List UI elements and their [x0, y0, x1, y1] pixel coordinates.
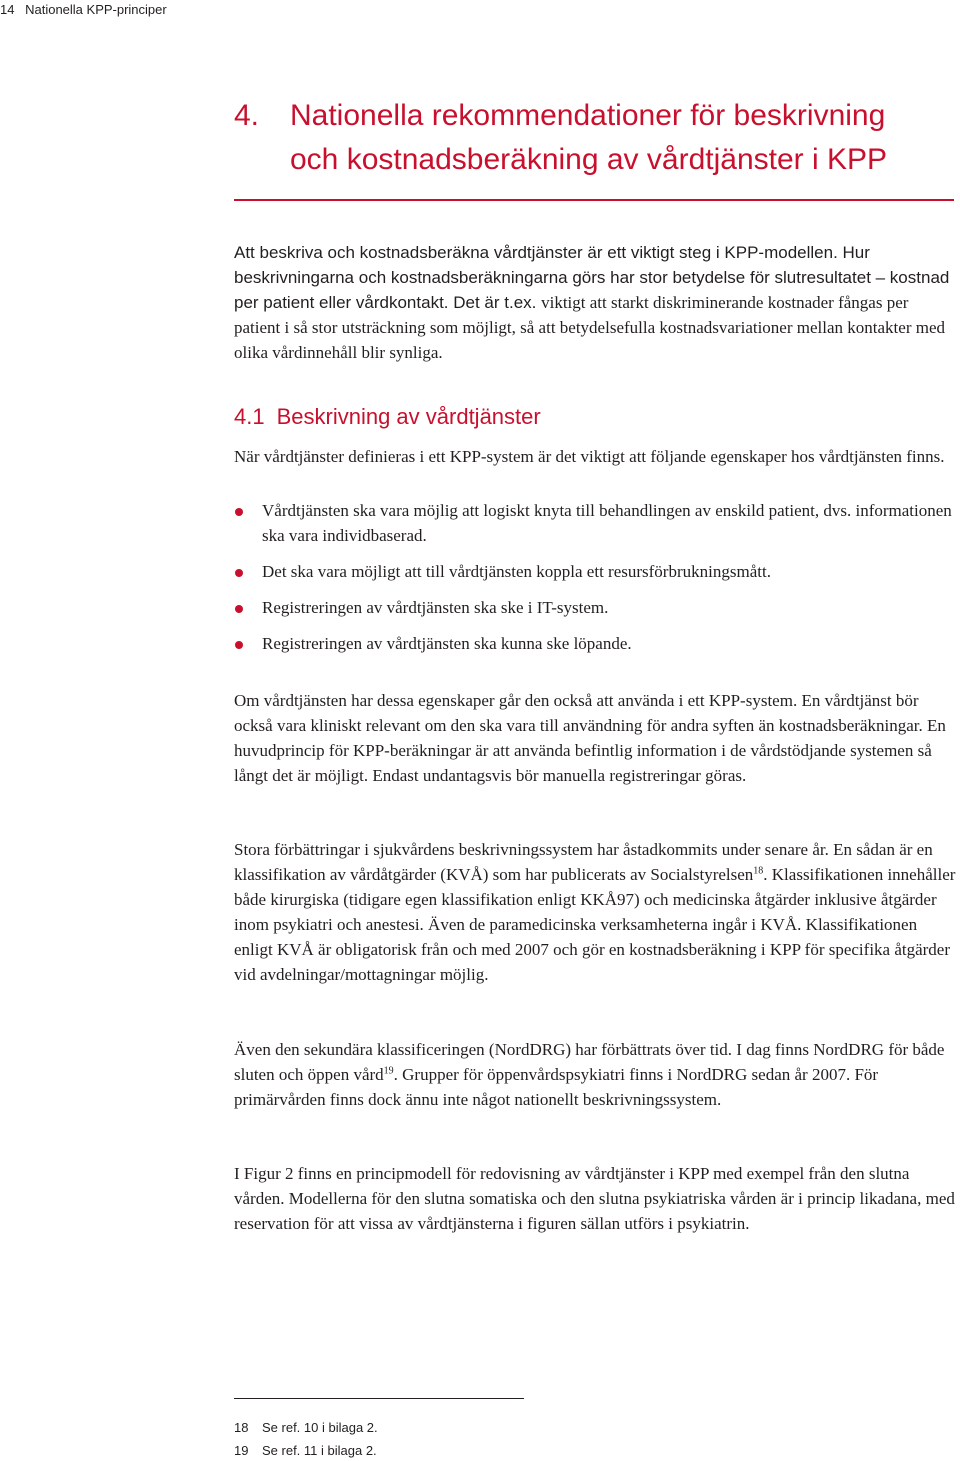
list-item [234, 559, 956, 584]
running-title: Nationella KPP-principer [25, 2, 167, 17]
footnote-19 [234, 1443, 377, 1458]
bullet-icon [235, 569, 243, 577]
paragraph-2-text-b: . Klassifikationen innehåller både kirurgiska (tidigare egen klassifikation enligt KKÅ97) och medicinska åtgärder inklusive åtgärder inom psykiatri och anestesi. Även de paramedicinska verksamheterna ingår i KVÅ. Klassifikationen enligt KVÅ är obligatorisk från och med 2007 och gör en kostnadsberäkning i KPP för specifika åtgärder vid avdelningar/mottagningar möjlig. [234, 865, 956, 984]
chapter-title-line2: och kostnadsberäkning av vårdtjänster i KPP [290, 143, 887, 176]
footnote-ref-18[interactable]: 18 [753, 865, 764, 877]
list-item [234, 631, 956, 656]
list-item-text: Det ska vara möjligt att till vårdtjänsten koppla ett resursförbrukningsmått. [262, 562, 771, 581]
paragraph-3 [234, 1037, 956, 1112]
chapter-divider [234, 199, 954, 201]
intro-text-sans: Att beskriva och kostnadsberäkna vårdtjänster är ett viktigt steg i KPP-modellen. Hur beskrivningarna och kostnadsberäkningarna görs har stor betydelse för slutresultatet – kostnad per patient eller vårdkontakt. Det är t.ex. [234, 243, 950, 312]
bullet-icon [235, 641, 243, 649]
running-header [0, 2, 167, 17]
page-number: 14 [0, 2, 15, 17]
paragraph-3-text-a: Även den sekundära klassificeringen (NordDRG) har förbättrats över tid. I dag finns NordDRG för både sluten och öppen vård [234, 1040, 945, 1084]
paragraph-4: I Figur 2 finns en principmodell för redovisning av vårdtjänster i KPP med exempel från den slutna vården. Modellerna för den slutna somatiska och den slutna psykiatriska vården är i princip likadana, med reservation för att vissa av vårdtjänsterna i figuren sällan utförs i psykiatrin. [234, 1164, 955, 1233]
section-heading [234, 402, 541, 432]
footnote-number: 18 [234, 1420, 249, 1435]
chapter-number: 4. [234, 99, 260, 132]
bullet-icon [235, 605, 243, 613]
requirements-list [234, 498, 956, 667]
footnote-18 [234, 1420, 378, 1435]
footnote-number: 19 [234, 1443, 249, 1458]
section-number: 4.1 [234, 404, 265, 429]
paragraph-3-text-b: . Grupper för öppenvårdspsykiatri finns i NordDRG sedan år 2007. För primärvården finns dock ännu inte något nationellt beskrivningssystem. [234, 1065, 879, 1109]
section-lead: När vårdtjänster definieras i ett KPP-system är det viktigt att följande egenskaper hos vårdtjänsten finns. [234, 447, 945, 466]
list-item [234, 595, 956, 620]
list-item-text: Registreringen av vårdtjänsten ska kunna ske löpande. [262, 634, 632, 653]
footnote-text: Se ref. 11 i bilaga 2. [262, 1443, 377, 1458]
intro-paragraph-sans [234, 240, 954, 365]
paragraph-2-text-a: Stora förbättringar i sjukvårdens beskrivningssystem har åstadkommits under senare år. En sådan är en klassifikation av vårdåtgärder (KVÅ) som har publicerats av Socialstyrelsen [234, 840, 933, 884]
list-item [234, 498, 956, 548]
footnote-ref-19[interactable]: 19 [383, 1065, 394, 1077]
list-item-text: Registreringen av vårdtjänsten ska ske i IT-system. [262, 598, 609, 617]
footnote-divider [234, 1398, 524, 1399]
intro-text-serif: viktigt att starkt diskriminerande kostnader fångas per patient i så stor utsträckning som möjligt, så att betydelsefulla kostnadsvariationer mellan kontakter med olika vårdinnehåll blir synliga. [234, 293, 945, 362]
bullet-icon [235, 508, 243, 516]
list-item-text: Vårdtjänsten ska vara möjlig att logiskt knyta till behandlingen av enskild patient, dvs. informationen ska vara individbaserad. [262, 501, 952, 545]
section-title: Beskrivning av vårdtjänster [276, 404, 541, 429]
chapter-heading [234, 94, 954, 182]
paragraph-1: Om vårdtjänsten har dessa egenskaper går den också att använda i ett KPP-system. En vårdtjänst bör också vara kliniskt relevant om den ska vara till användning för andra syften än kostnadsberäkningar. En huvudprincip för KPP-beräkningar är att använda befintlig information i de vårdstödjande systemen så långt det är möjligt. Endast undantagsvis bör manuella registreringar göras. [234, 691, 946, 785]
paragraph-2 [234, 837, 956, 987]
chapter-title-line1: Nationella rekommendationer för beskrivning [290, 99, 886, 132]
footnote-text: Se ref. 10 i bilaga 2. [262, 1420, 378, 1435]
